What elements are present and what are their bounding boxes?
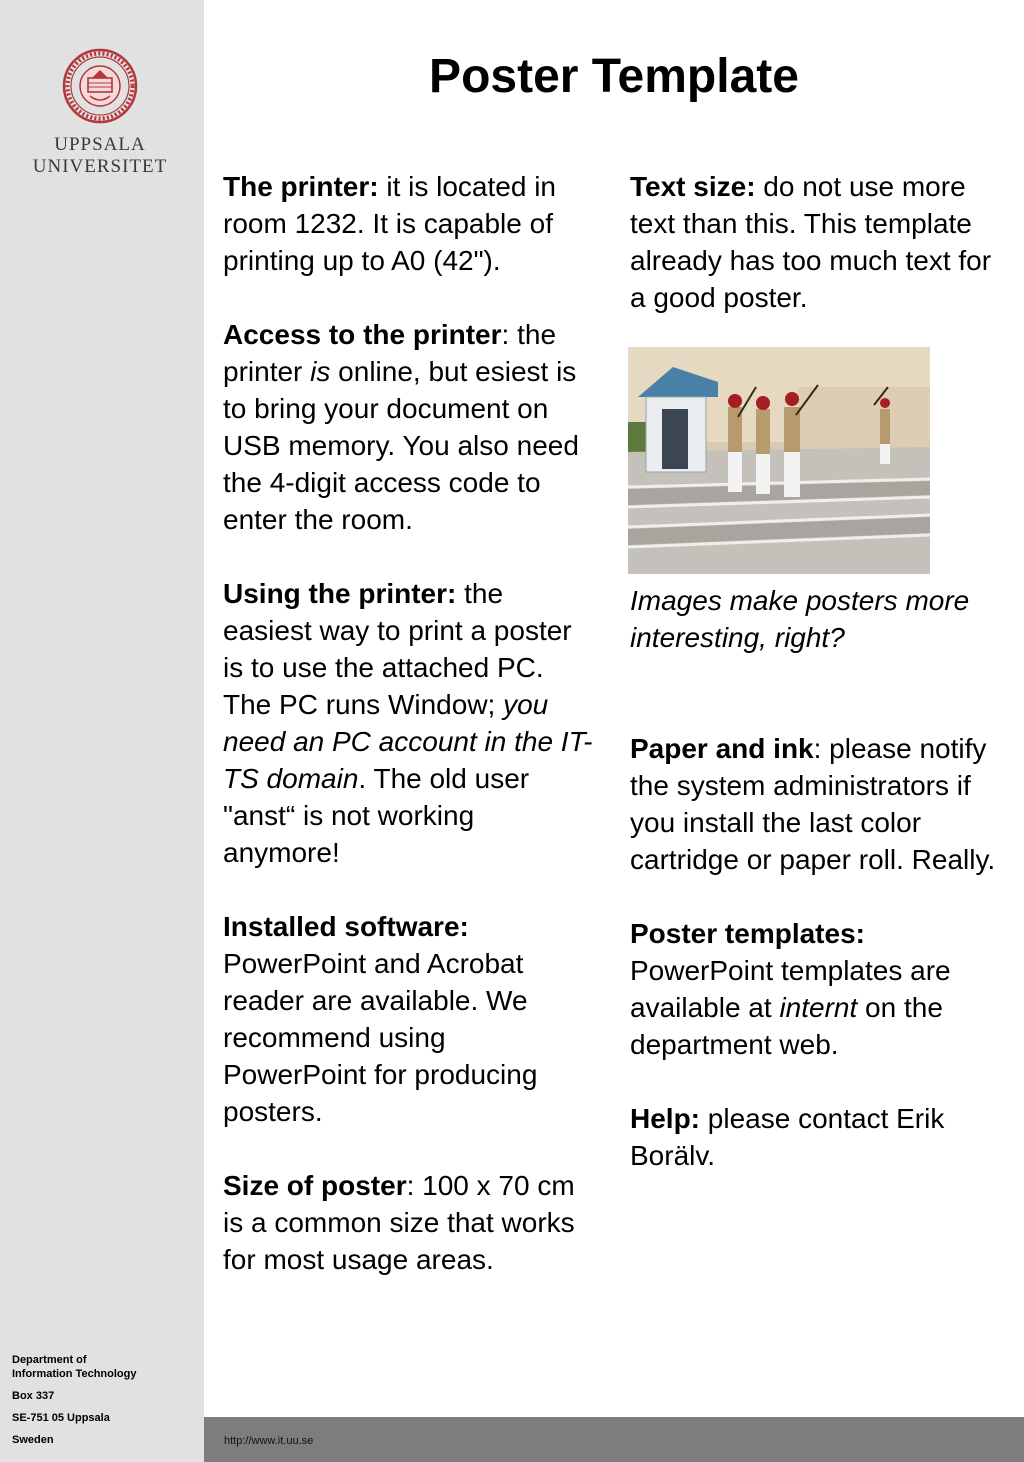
section-heading: Using the printer:: [223, 578, 457, 609]
footer-url-link[interactable]: http://www.it.uu.se: [224, 1435, 314, 1447]
section-text: it is located in room 1232. It is capable of printing up to A0 (42").: [223, 171, 556, 276]
footer-bar: [204, 1417, 1024, 1462]
section-text: on the department web.: [630, 992, 943, 1060]
address-postcode: SE-751 05 Uppsala: [12, 1412, 110, 1424]
left-column: [223, 168, 593, 1315]
section-heading: Text size:: [630, 171, 756, 202]
section-text: please contact Erik Borälv.: [630, 1103, 945, 1171]
section-software: [223, 908, 593, 1130]
university-logo: [20, 48, 180, 178]
section-templates: [630, 915, 1000, 1063]
section-using: [223, 575, 593, 871]
section-text: . The old user "anst“ is not working anymore!: [223, 763, 530, 868]
section-size: [223, 1167, 593, 1278]
guards-photo: [628, 347, 930, 574]
address-box: Box 337: [12, 1390, 55, 1402]
image-caption: Images make posters more interesting, right?: [630, 585, 970, 653]
logo-line-1: UPPSALA: [54, 134, 146, 155]
section-text: PowerPoint and Acrobat reader are available. We recommend using PowerPoint for producing posters.: [223, 948, 538, 1127]
section-text: : 100 x 70 cm is a common size that works for most usage areas.: [223, 1170, 575, 1275]
department-line-1: Department of: [12, 1354, 87, 1366]
section-text-size: [630, 168, 1000, 316]
section-help: [630, 1100, 1000, 1174]
section-paper: [630, 730, 1000, 878]
section-text: online, but esiest is to bring your document on USB memory. You also need the 4-digit access code to enter the room.: [223, 356, 579, 535]
logo-line-2: UNIVERSITET: [32, 156, 168, 177]
address-block: [12, 1353, 136, 1455]
section-printer: [223, 168, 593, 279]
emphasis-text: is: [310, 356, 331, 387]
section-heading: Poster templates:: [630, 918, 865, 949]
section-text: PowerPoint templates are available at: [630, 955, 951, 1023]
address-country: Sweden: [12, 1434, 54, 1446]
emphasis-text: internt: [779, 992, 858, 1023]
right-column: [630, 168, 1000, 1211]
section-text: : please notify the system administrators if you install the last color cartridge or paper roll. Really.: [630, 733, 996, 875]
page-title: Poster Template: [429, 50, 799, 103]
section-text: the easiest way to print a poster is to use the attached PC. The PC runs Window;: [223, 578, 572, 720]
section-heading: The printer:: [223, 171, 379, 202]
section-text: do not use more text than this. This template already has too much text for a good poster.: [630, 171, 992, 313]
section-access: [223, 316, 593, 538]
section-heading: Installed software:: [223, 911, 469, 942]
section-text: : the printer: [223, 319, 557, 387]
section-heading: Access to the printer: [223, 319, 502, 350]
section-heading: Size of poster: [223, 1170, 407, 1201]
department: [12, 1353, 136, 1381]
sidebar: [0, 0, 204, 1462]
university-seal-icon: [62, 48, 138, 124]
section-heading: Paper and ink: [630, 733, 814, 764]
department-line-2: Information Technology: [12, 1368, 137, 1380]
emphasis-text: you need an PC account in the IT-TS domain: [223, 689, 593, 794]
section-heading: Help:: [630, 1103, 700, 1134]
